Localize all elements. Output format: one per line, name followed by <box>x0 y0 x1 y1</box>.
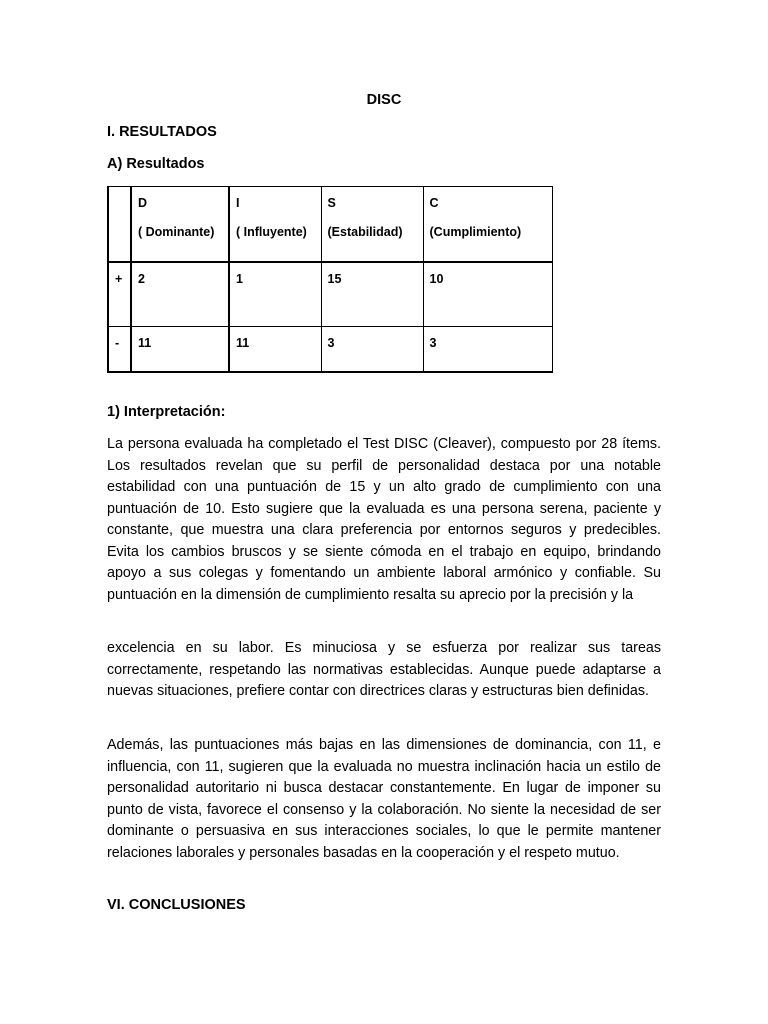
table-cell: 2 <box>131 262 229 327</box>
section-heading-resultados: I. RESULTADOS <box>107 124 217 140</box>
column-header-i <box>229 187 321 262</box>
column-header-s <box>321 187 423 262</box>
table-cell: 3 <box>423 327 552 372</box>
table-cell: 11 <box>229 327 321 372</box>
row-sign: + <box>108 262 131 327</box>
table-cell: 1 <box>229 262 321 327</box>
column-letter: C <box>429 196 439 210</box>
table-cell: 15 <box>321 262 423 327</box>
table-corner-cell <box>108 187 131 262</box>
body-paragraph: La persona evaluada ha completado el Test DISC (Cleaver), compuesto por 28 ítems. Los resultados revelan que su perfil de personalidad destaca por una notable estabilidad con una puntuación de 15 y un alto grado de cumplimiento con una puntuación de 10. Esto sugiere que la evaluada es una persona serena, paciente y constante, que muestra una clara preferencia por entornos seguros y predecibles. Evita los cambios bruscos y se siente cómoda en el trabajo en equipo, brindando apoyo a sus colegas y fomentando un ambiente laboral armónico y confiable. Su puntuación en la dimensión de cumplimiento resalta su aprecio por la precisión y la <box>107 436 661 603</box>
table-row-minus <box>108 327 552 372</box>
column-name: ( Influyente) <box>236 225 307 239</box>
interpretation-heading: 1) Interpretación: <box>107 404 226 420</box>
table-cell: 11 <box>131 327 229 372</box>
column-name: (Estabilidad) <box>327 225 403 239</box>
section-heading-conclusiones: VI. CONCLUSIONES <box>107 897 246 913</box>
table-cell: 10 <box>423 262 552 327</box>
column-name: (Cumplimiento) <box>429 225 522 239</box>
column-letter: D <box>138 196 148 210</box>
column-letter: I <box>236 196 240 210</box>
column-letter: S <box>327 196 336 210</box>
document-title: DISC <box>366 92 402 108</box>
row-sign: - <box>108 327 131 372</box>
column-header-d <box>131 187 229 262</box>
column-header-c <box>423 187 552 262</box>
table-cell: 3 <box>321 327 423 372</box>
body-paragraph: excelencia en su labor. Es minuciosa y se esfuerza por realizar sus tareas correctamente, respetando las normativas establecidas. Aunque puede adaptarse a nuevas situaciones, prefiere contar con directrices claras y estructuras bien definidas. <box>107 640 661 699</box>
subsection-heading-resultados: A) Resultados <box>107 156 205 172</box>
body-paragraph: Además, las puntuaciones más bajas en las dimensiones de dominancia, con 11, e influencia, con 11, sugieren que la evaluada no muestra inclinación hacia un estilo de personalidad autoritario ni busca destacar constantemente. En lugar de imponer su punto de vista, favorece el consenso y la colaboración. No siente la necesidad de ser dominante o persuasiva en sus interacciones sociales, lo que le permite mantener relaciones laborales y personales basadas en la cooperación y el respeto mutuo. <box>107 737 661 861</box>
table-header-row <box>108 187 552 262</box>
table-row-plus <box>108 262 552 327</box>
column-name: ( Dominante) <box>138 225 215 239</box>
disc-results-table <box>107 186 553 373</box>
